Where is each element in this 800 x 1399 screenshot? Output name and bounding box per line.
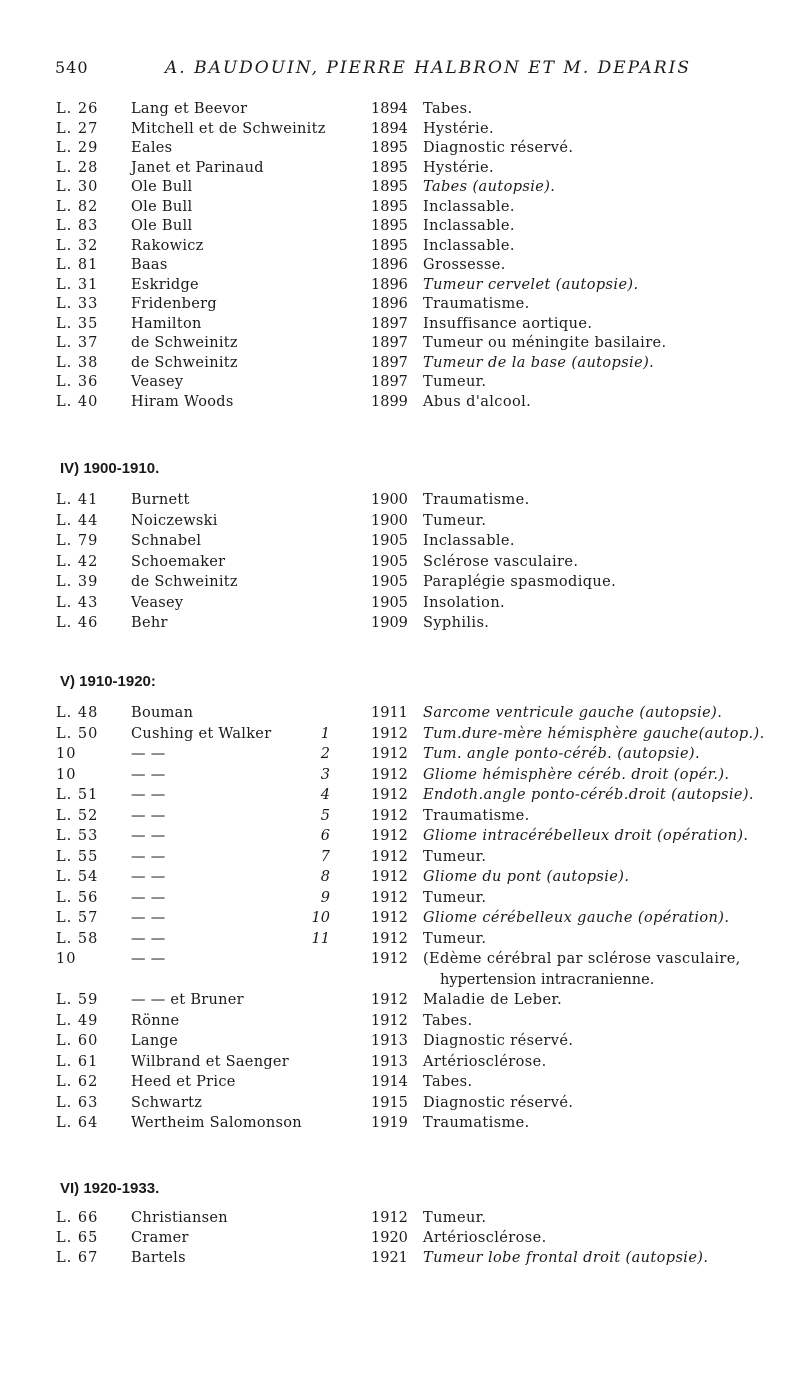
case-ref: L. 49 xyxy=(56,1012,99,1029)
case-author: Lange xyxy=(131,1033,178,1049)
running-title: A. BAUDOUIN, PIERRE HALBRON ET M. DEPARIS xyxy=(165,58,691,78)
case-year: 1912 xyxy=(371,951,408,967)
case-ref: L. 62 xyxy=(56,1074,99,1090)
case-row xyxy=(0,1010,800,1032)
case-ref: L. 59 xyxy=(56,992,99,1008)
case-diagnosis: Inclassable. xyxy=(423,533,515,549)
case-row xyxy=(0,1227,800,1249)
case-author: Janet et Parinaud xyxy=(131,159,264,176)
case-author: Eskridge xyxy=(131,276,199,293)
case-ref: L. 61 xyxy=(56,1053,99,1070)
case-ref: L. 51 xyxy=(56,787,99,803)
case-row xyxy=(0,784,800,806)
case-author: Mitchell et de Schweinitz xyxy=(131,120,326,137)
case-ref: L. 50 xyxy=(56,725,99,742)
case-diagnosis: Tumeur. xyxy=(423,889,487,906)
case-diagnosis: Insolation. xyxy=(423,594,506,611)
case-number: 1 xyxy=(320,725,330,742)
case-diagnosis: Inclassable. xyxy=(423,237,515,254)
case-number: 11 xyxy=(311,930,330,947)
case-year: 1905 xyxy=(371,594,408,611)
case-ref: L. 58 xyxy=(56,930,99,947)
case-diagnosis: Traumatisme. xyxy=(423,492,530,508)
case-ref: L. 53 xyxy=(56,828,99,844)
case-row xyxy=(0,702,800,724)
case-year: 1912 xyxy=(371,992,408,1008)
case-number: 3 xyxy=(320,766,330,783)
case-ref: L. 66 xyxy=(56,1210,99,1226)
section-heading: VI) 1920-1933. xyxy=(60,1180,160,1197)
case-number: 10 xyxy=(311,910,330,926)
case-row xyxy=(0,948,800,970)
case-year: 1919 xyxy=(371,1115,408,1131)
case-row xyxy=(0,1112,800,1134)
case-year: 1894 xyxy=(371,120,408,137)
case-author: Rönne xyxy=(131,1012,180,1029)
case-author: Hamilton xyxy=(131,315,202,332)
case-row xyxy=(0,592,800,614)
case-year: 1912 xyxy=(371,930,408,947)
case-year: 1897 xyxy=(371,354,408,371)
case-row xyxy=(0,866,800,888)
case-year: 1912 xyxy=(371,828,408,844)
case-ref: L. 30 xyxy=(56,179,99,195)
case-diagnosis: Tum. angle ponto-céréb. (autopsie). xyxy=(423,746,700,762)
case-diagnosis: Artériosclérose. xyxy=(423,1230,547,1246)
case-author: — — et Bruner xyxy=(131,992,244,1008)
case-ref: L. 36 xyxy=(56,374,99,390)
case-year: 1915 xyxy=(371,1094,408,1111)
case-author: Hiram Woods xyxy=(131,393,234,410)
case-year: 1912 xyxy=(371,1012,408,1029)
case-author: Cramer xyxy=(131,1230,189,1246)
case-author: de Schweinitz xyxy=(131,335,238,351)
case-author: Christiansen xyxy=(131,1210,228,1226)
case-row xyxy=(0,1247,800,1269)
case-ref: L. 57 xyxy=(56,910,99,926)
case-diagnosis: Hystérie. xyxy=(423,159,495,176)
case-ref: L. 26 xyxy=(56,101,99,117)
case-diagnosis: Tumeur de la base (autopsie). xyxy=(423,354,655,371)
case-author: Eales xyxy=(131,140,173,156)
case-year: 1905 xyxy=(371,553,408,570)
case-number: 7 xyxy=(320,848,330,865)
case-diagnosis: Tumeur. xyxy=(423,1210,487,1226)
case-row xyxy=(0,928,800,950)
case-author: Ole Bull xyxy=(131,179,193,195)
case-row xyxy=(0,571,800,593)
case-author: Bouman xyxy=(131,705,194,721)
case-author: Fridenberg xyxy=(131,296,217,312)
case-row xyxy=(0,612,800,634)
case-year: 1895 xyxy=(371,179,408,195)
case-diagnosis: Insuffisance aortique. xyxy=(423,315,593,332)
case-number: 8 xyxy=(320,869,330,885)
case-diagnosis: Tumeur ou méningite basilaire. xyxy=(423,335,667,351)
case-ref: L. 64 xyxy=(56,1115,99,1131)
case-row xyxy=(0,1092,800,1114)
case-ref: 10 xyxy=(56,746,77,762)
case-ref: L. 48 xyxy=(56,705,99,721)
case-ref: L. 40 xyxy=(56,393,99,410)
case-year: 1897 xyxy=(371,374,408,390)
case-row xyxy=(0,825,800,847)
case-author: — — xyxy=(131,807,166,824)
case-year: 1900 xyxy=(371,512,408,529)
case-year: 1912 xyxy=(371,766,408,783)
case-author: — — xyxy=(131,869,166,885)
case-author: Bartels xyxy=(131,1250,186,1266)
case-diagnosis: Tumeur. xyxy=(423,512,487,529)
case-row-continuation xyxy=(0,969,800,991)
section-heading: IV) 1900-1910. xyxy=(60,460,160,477)
case-author: — — xyxy=(131,910,166,926)
case-diagnosis: Tumeur. xyxy=(423,930,487,947)
case-author: Wertheim Salomonson xyxy=(131,1115,302,1131)
case-author: de Schweinitz xyxy=(131,574,238,590)
case-author: Burnett xyxy=(131,492,190,508)
case-author: Noiczewski xyxy=(131,512,218,529)
case-diagnosis: Tabes. xyxy=(423,101,473,117)
case-year: 1912 xyxy=(371,725,408,742)
case-row xyxy=(0,1030,800,1052)
case-ref: L. 46 xyxy=(56,615,99,631)
case-diagnosis: Tumeur lobe frontal droit (autopsie). xyxy=(423,1250,709,1266)
page-header xyxy=(0,58,800,82)
case-diagnosis: Paraplégie spasmodique. xyxy=(423,574,617,590)
case-ref: L. 63 xyxy=(56,1094,99,1111)
case-diagnosis: Gliome intracérébelleux droit (opération). xyxy=(423,828,749,844)
case-diagnosis: Traumatisme. xyxy=(423,296,530,312)
case-row xyxy=(0,1051,800,1073)
case-year: 1895 xyxy=(371,218,408,234)
case-ref: L. 67 xyxy=(56,1250,99,1266)
case-diagnosis: (Edème cérébral par sclérose vasculaire, xyxy=(423,951,741,967)
case-year: 1895 xyxy=(371,198,408,215)
section-heading: V) 1910-1920: xyxy=(60,673,156,690)
case-diagnosis: Hystérie. xyxy=(423,120,495,137)
case-number: 4 xyxy=(320,787,330,803)
case-author: de Schweinitz xyxy=(131,354,238,371)
case-author: Schoemaker xyxy=(131,553,226,570)
page-number: 540 xyxy=(55,58,89,77)
case-ref: L. 37 xyxy=(56,335,99,351)
case-author: Cushing et Walker xyxy=(131,725,272,742)
case-diagnosis: Sclérose vasculaire. xyxy=(423,553,579,570)
case-year: 1905 xyxy=(371,574,408,590)
case-row xyxy=(0,489,800,511)
case-diagnosis: Gliome cérébelleux gauche (opération). xyxy=(423,910,730,926)
case-ref: L. 38 xyxy=(56,354,99,371)
case-diagnosis: Tumeur cervelet (autopsie). xyxy=(423,276,639,293)
case-author: — — xyxy=(131,930,166,947)
case-year: 1913 xyxy=(371,1033,408,1049)
case-year: 1896 xyxy=(371,296,408,312)
case-year: 1896 xyxy=(371,257,408,273)
case-ref: L. 82 xyxy=(56,198,99,215)
case-row xyxy=(0,989,800,1011)
case-author: — — xyxy=(131,828,166,844)
case-author: Lang et Beevor xyxy=(131,101,248,117)
case-row xyxy=(0,530,800,552)
case-ref: 10 xyxy=(56,766,77,783)
case-author: Ole Bull xyxy=(131,218,193,234)
case-row xyxy=(0,764,800,786)
case-ref: L. 83 xyxy=(56,218,99,234)
case-year: 1894 xyxy=(371,101,408,117)
case-diagnosis: Diagnostic réservé. xyxy=(423,140,574,156)
case-row xyxy=(0,391,800,413)
case-year: 1914 xyxy=(371,1074,408,1090)
case-ref: L. 43 xyxy=(56,594,99,611)
case-row xyxy=(0,723,800,745)
case-author: Wilbrand et Saenger xyxy=(131,1053,290,1070)
case-ref: L. 33 xyxy=(56,296,99,312)
case-year: 1912 xyxy=(371,746,408,762)
case-author: Veasey xyxy=(131,374,184,390)
case-ref: L. 52 xyxy=(56,807,99,824)
case-year: 1895 xyxy=(371,159,408,176)
case-number: 6 xyxy=(320,828,330,844)
case-year: 1912 xyxy=(371,787,408,803)
case-ref: L. 27 xyxy=(56,120,99,137)
case-ref: L. 28 xyxy=(56,159,99,176)
case-row xyxy=(0,846,800,868)
case-row xyxy=(0,510,800,532)
case-year: 1912 xyxy=(371,848,408,865)
case-year: 1905 xyxy=(371,533,408,549)
case-author: — — xyxy=(131,787,166,803)
case-ref: L. 31 xyxy=(56,276,99,293)
case-row xyxy=(0,743,800,765)
case-year: 1912 xyxy=(371,910,408,926)
case-year: 1913 xyxy=(371,1053,408,1070)
case-diagnosis: Inclassable. xyxy=(423,198,515,215)
case-row xyxy=(0,1207,800,1229)
case-diagnosis: Tabes (autopsie). xyxy=(423,179,556,195)
case-ref: L. 42 xyxy=(56,553,99,570)
case-author: Rakowicz xyxy=(131,237,204,254)
case-diagnosis: Gliome du pont (autopsie). xyxy=(423,869,630,885)
case-year: 1895 xyxy=(371,140,408,156)
case-diagnosis: Tabes. xyxy=(423,1074,473,1090)
case-diagnosis: Grossesse. xyxy=(423,257,506,273)
case-year: 1921 xyxy=(371,1250,408,1266)
case-ref: 10 xyxy=(56,951,77,967)
case-row xyxy=(0,887,800,909)
case-author: — — xyxy=(131,848,166,865)
case-diagnosis: Endoth.angle ponto-céréb.droit (autopsie). xyxy=(423,787,754,803)
case-ref: L. 81 xyxy=(56,257,99,273)
case-ref: L. 60 xyxy=(56,1033,99,1049)
case-ref: L. 35 xyxy=(56,315,99,332)
case-author: Baas xyxy=(131,257,168,273)
case-ref: L. 65 xyxy=(56,1230,99,1246)
case-number: 5 xyxy=(320,807,330,824)
case-diagnosis: Diagnostic réservé. xyxy=(423,1033,574,1049)
case-row xyxy=(0,907,800,929)
case-row xyxy=(0,805,800,827)
case-year: 1912 xyxy=(371,1210,408,1226)
case-ref: L. 29 xyxy=(56,140,99,156)
case-year: 1897 xyxy=(371,315,408,332)
case-year: 1896 xyxy=(371,276,408,293)
case-ref: L. 32 xyxy=(56,237,99,254)
case-ref: L. 54 xyxy=(56,869,99,885)
case-ref: L. 55 xyxy=(56,848,99,865)
case-year: 1897 xyxy=(371,335,408,351)
case-diagnosis: Tabes. xyxy=(423,1012,473,1029)
case-diagnosis: Gliome hémisphère céréb. droit (opér.). xyxy=(423,766,730,783)
case-ref: L. 44 xyxy=(56,512,99,529)
case-year: 1912 xyxy=(371,869,408,885)
case-year: 1911 xyxy=(371,705,408,721)
case-diagnosis: Sarcome ventricule gauche (autopsie). xyxy=(423,705,723,721)
case-number: 9 xyxy=(320,889,330,906)
case-diagnosis: Maladie de Leber. xyxy=(423,992,563,1008)
case-diagnosis: Diagnostic réservé. xyxy=(423,1094,574,1111)
case-ref: L. 56 xyxy=(56,889,99,906)
case-diagnosis: Artériosclérose. xyxy=(423,1053,547,1070)
case-diagnosis: Tum.dure-mère hémisphère gauche(autop.). xyxy=(423,725,765,742)
case-author: — — xyxy=(131,766,166,783)
case-author: Schnabel xyxy=(131,533,202,549)
case-diagnosis: Inclassable. xyxy=(423,218,515,234)
case-author: — — xyxy=(131,951,166,967)
case-number: 2 xyxy=(320,746,330,762)
case-author: — — xyxy=(131,889,166,906)
case-author: Heed et Price xyxy=(131,1074,236,1090)
case-row xyxy=(0,1071,800,1093)
case-ref: L. 39 xyxy=(56,574,99,590)
case-year: 1912 xyxy=(371,807,408,824)
case-year: 1909 xyxy=(371,615,408,631)
case-row xyxy=(0,551,800,573)
case-ref: L. 41 xyxy=(56,492,99,508)
case-ref: L. 79 xyxy=(56,533,99,549)
case-year: 1912 xyxy=(371,889,408,906)
case-year: 1900 xyxy=(371,492,408,508)
case-year: 1899 xyxy=(371,393,408,410)
case-author: Ole Bull xyxy=(131,198,193,215)
case-year: 1895 xyxy=(371,237,408,254)
case-author: Behr xyxy=(131,615,168,631)
case-diagnosis: Traumatisme. xyxy=(423,807,530,824)
case-diagnosis-continuation: hypertension intracranienne. xyxy=(440,971,655,988)
case-diagnosis: Syphilis. xyxy=(423,615,490,631)
case-author: Veasey xyxy=(131,594,184,611)
case-diagnosis: Tumeur. xyxy=(423,374,487,390)
case-year: 1920 xyxy=(371,1230,408,1246)
case-author: Schwartz xyxy=(131,1094,203,1111)
case-author: — — xyxy=(131,746,166,762)
case-diagnosis: Traumatisme. xyxy=(423,1115,530,1131)
case-diagnosis: Tumeur. xyxy=(423,848,487,865)
case-diagnosis: Abus d'alcool. xyxy=(423,393,532,410)
